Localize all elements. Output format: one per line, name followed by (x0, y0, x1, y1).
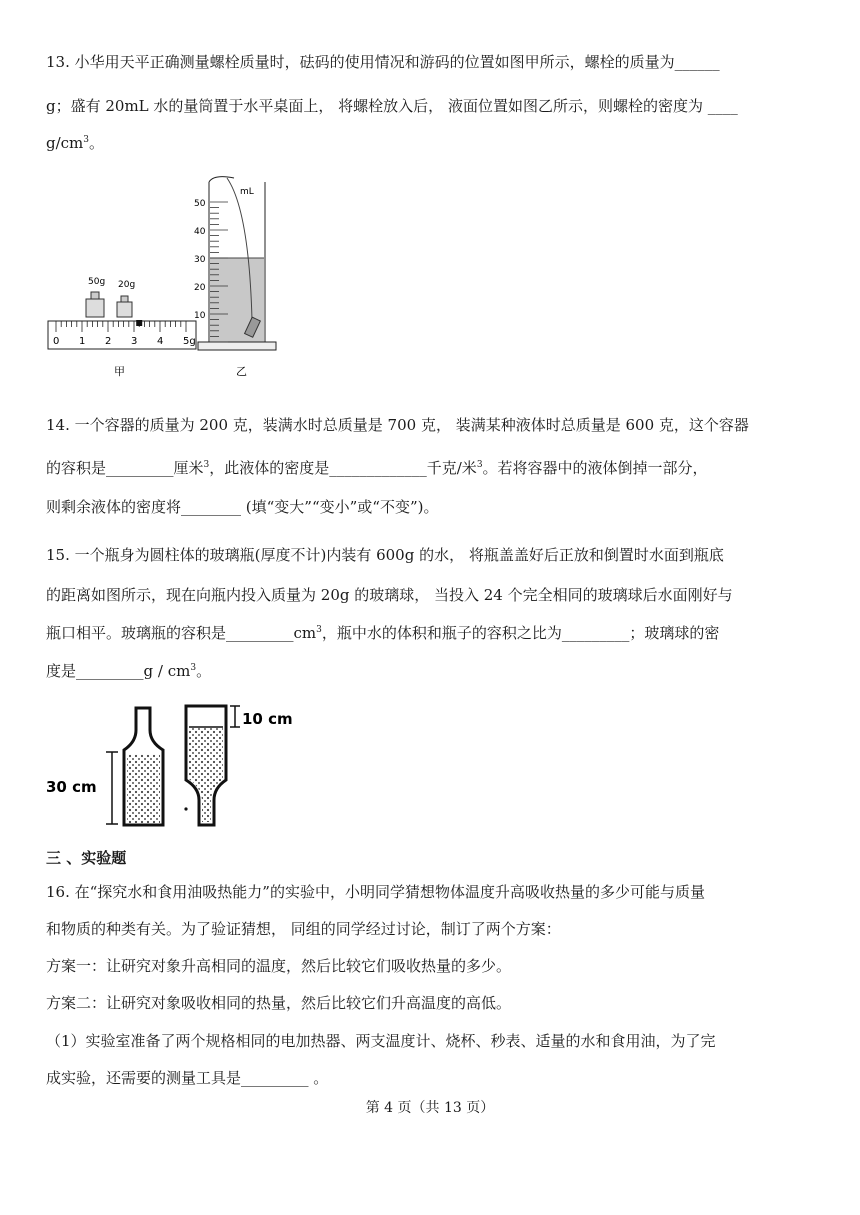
dot-mark (184, 807, 187, 810)
weight-50g (86, 299, 104, 317)
bottle-upright-water (127, 754, 160, 823)
q14-line-2-c: 。若将容器中的液体倒掉一部分， (482, 459, 708, 477)
q14-line-1: 14. 一个容器的质量为 200 克，装满水时总质量是 700 克， 装满某种液体时总质量是 600 克，这个容器 (46, 416, 749, 434)
bottle-inverted-water (189, 728, 223, 822)
rider-scale-frame (48, 321, 196, 349)
q13-line-3 (46, 133, 818, 153)
label-10cm: 10 cm (242, 710, 293, 728)
figure-bottles (44, 700, 304, 835)
scale-number: 5g (183, 336, 196, 347)
weight-label-20g: 20g (118, 280, 136, 290)
cylinder-unit-label: mL (240, 187, 254, 197)
q14-line-2-b: ，此液体的密度是_____________千克/米 (209, 459, 477, 477)
q15-line-1: 15. 一个瓶身为圆柱体的玻璃瓶(厚度不计)内装有 600g 的水， 将瓶盖盖好后正放和倒置时水面到瓶底 (46, 546, 724, 564)
figure-label-yi: 乙 (236, 365, 247, 378)
q13-end-punct: 。 (89, 134, 105, 152)
cylinder-number: 40 (194, 227, 206, 237)
weight-20g-knob (121, 296, 128, 302)
q16-line-1: 16. 在“探究水和食用油吸热能力”的实验中，小明同学猜想物体温度升高吸收热量的多少可能与质量 (46, 883, 705, 901)
cylinder-number: 50 (194, 199, 206, 209)
weight-20g (117, 302, 132, 317)
section-heading-experiment: 三 、实验题 (46, 849, 127, 867)
weight-50g-knob (91, 292, 99, 299)
q16-line-6: 成实验，还需要的测量工具是_________ 。 (46, 1069, 329, 1087)
q14-sup-1: 3 (203, 460, 210, 470)
bottle-upright (46, 708, 163, 825)
page-footer: 第 4 页（共 13 页） (365, 1100, 495, 1116)
q15-line-2: 的距离如图所示，现在向瓶内投入质量为 20g 的玻璃球， 当投入 24 个完全相同的玻璃球后水面刚好与 (46, 586, 733, 604)
scale-number: 1 (79, 336, 86, 347)
cylinder-number: 30 (194, 255, 206, 265)
rider-scale (48, 320, 196, 349)
label-30cm: 30 cm (46, 778, 97, 796)
q14-sup-2: 3 (476, 460, 483, 470)
q14-line-2 (46, 458, 818, 478)
q15-sup-2: 3 (190, 663, 197, 673)
rider-marker (136, 320, 142, 326)
q15-line-4 (46, 661, 818, 681)
q14-line-2-a: 的容积是_________厘米 (46, 459, 204, 477)
scale-number: 0 (53, 336, 60, 347)
q15-line-3-a: 瓶口相平。玻璃瓶的容积是_________cm (46, 624, 317, 642)
scale-number: 4 (157, 336, 164, 347)
weights (86, 277, 135, 317)
cylinder-spout (209, 177, 234, 182)
q13-line-1: 13. 小华用天平正确测量螺栓质量时，砝码的使用情况和游码的位置如图甲所示，螺栓的质量为______ (46, 53, 720, 71)
cylinder-numbers (194, 199, 206, 321)
q16-line-4: 方案二：让研究对象吸收相同的热量，然后比较它们升高温度的高低。 (46, 994, 512, 1012)
q13-unit-superscript: 3 (83, 135, 90, 145)
weight-label-50g: 50g (88, 277, 106, 287)
q16-line-5: （1）实验室准备了两个规格相同的电加热器、两支温度计、烧杯、秒表、适量的水和食用油，为了完 (46, 1032, 716, 1050)
scale-number: 2 (105, 336, 112, 347)
bottle-inverted (184, 706, 292, 825)
q15-line-3-b: ，瓶中水的体积和瓶子的容积之比为_________；玻璃球的密 (321, 624, 720, 642)
cylinder-base (198, 342, 276, 350)
graduated-cylinder (194, 177, 276, 350)
scale-number: 3 (131, 336, 138, 347)
q16-line-2: 和物质的种类有关。为了验证猜想， 同组的同学经过讨论，制订了两个方案： (46, 920, 561, 938)
q15-line-4-b: 。 (196, 662, 212, 680)
q15-sup-1: 3 (316, 625, 322, 635)
q13-unit-text: g/cm (46, 134, 84, 152)
q13-line-2: g；盛有 20mL 水的量筒置于水平桌面上， 将螺栓放入后， 液面位置如图乙所示，则螺栓的密度为 ____ (46, 97, 738, 115)
q14-line-3: 则剩余液体的密度将________ (填“变大”“变小”或“不变”)。 (46, 498, 439, 516)
q16-line-3: 方案一：让研究对象升高相同的温度，然后比较它们吸收热量的多少。 (46, 957, 512, 975)
figure-label-jia: 甲 (114, 365, 125, 378)
cylinder-number: 10 (194, 311, 206, 321)
figure-balance-and-cylinder (44, 170, 284, 385)
q15-line-4-a: 度是_________g / cm (46, 662, 191, 680)
cylinder-number: 20 (194, 283, 206, 293)
q15-line-3 (46, 623, 818, 643)
